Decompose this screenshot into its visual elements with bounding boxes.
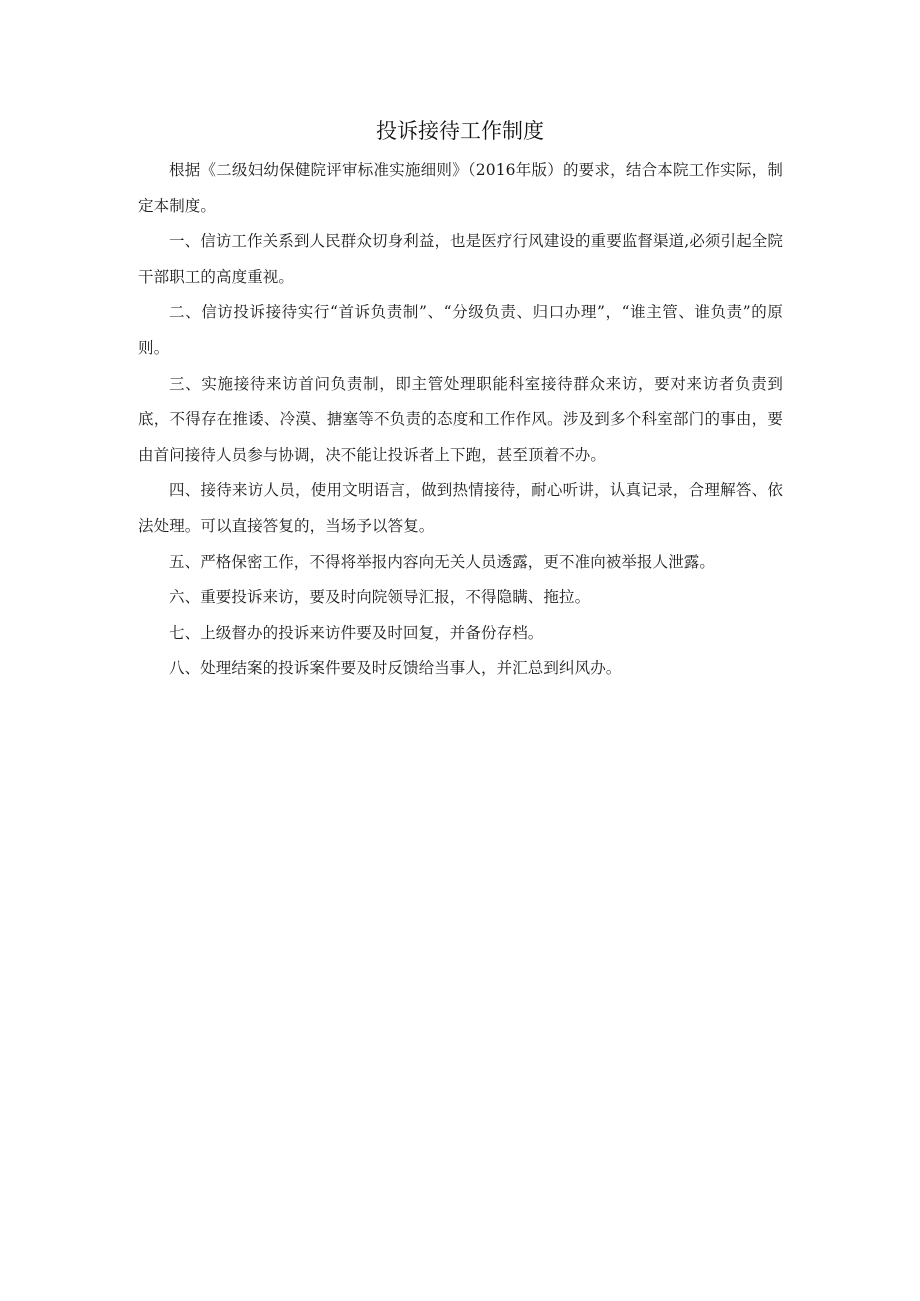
- paragraph-2: 二、信访投诉接待实行“首诉负责制”、“分级负责、归口办理”，“谁主管、谁负责”的原则。: [138, 303, 783, 357]
- paragraph-3: 三、实施接待来访首问负责制，即主管处理职能科室接待群众来访，要对来访者负责到底，不得存在推诿、冷漠、搪塞等不负责的态度和工作作风。涉及到多个科室部门的事由，要由首问接待人员参与协调，决不能让投诉者上下跑，甚至顶着不办。: [138, 374, 783, 464]
- paragraph-6: 六、重要投诉来访，要及时向院领导汇报，不得隐瞒、拖拉。: [169, 588, 591, 607]
- paragraph-1: 一、信访工作关系到人民群众切身利益，也是医疗行风建设的重要监督渠道,必须引起全院干部职工的高度重视。: [138, 232, 783, 286]
- paragraph-5: 五、严格保密工作，不得将举报内容向无关人员透露，更不准向被举报人泄露。: [169, 552, 716, 571]
- paragraph-8: 八、处理结案的投诉案件要及时反馈给当事人，并汇总到纠风办。: [169, 659, 622, 678]
- paragraph-7: 七、上级督办的投诉来访件要及时回复，并备份存档。: [169, 623, 544, 642]
- document-body: [138, 153, 783, 687]
- paragraph-4: 四、接待来访人员，使用文明语言，做到热情接待，耐心听讲，认真记录，合理解答、依法处理。可以直接答复的，当场予以答复。: [138, 481, 783, 535]
- document-title: 投诉接待工作制度: [376, 119, 544, 143]
- paragraph-intro: 根据《二级妇幼保健院评审标准实施细则》（2016年版）的要求，结合本院工作实际，制定本制度。: [138, 161, 783, 215]
